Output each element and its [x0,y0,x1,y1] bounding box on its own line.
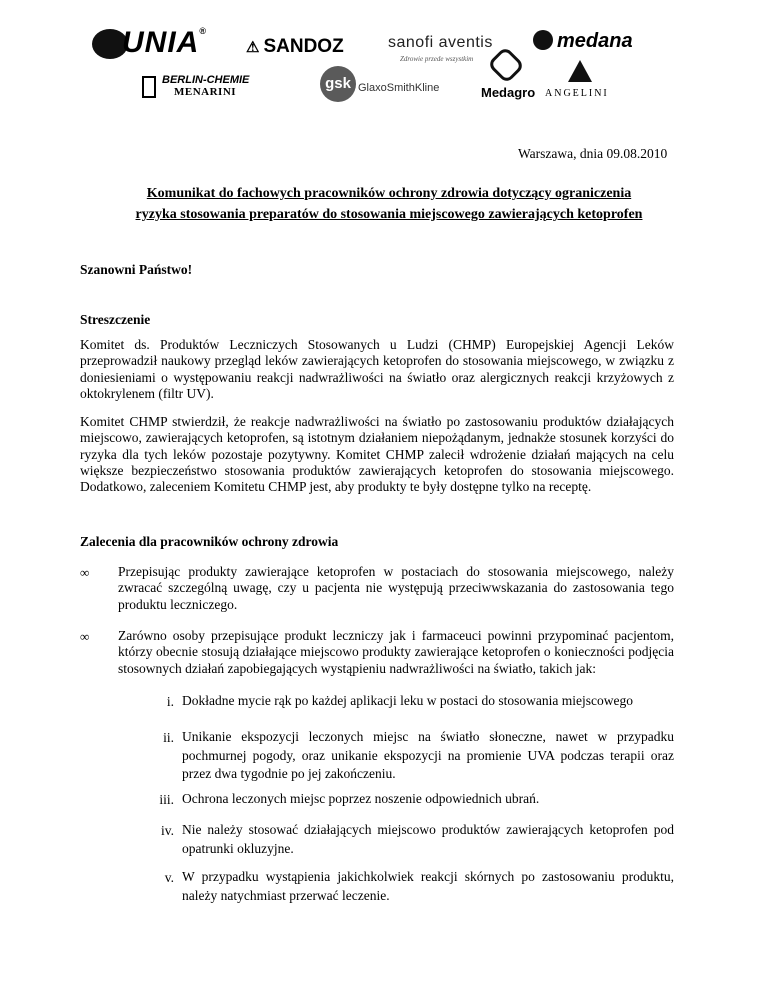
angelini-mark-icon [568,60,592,82]
title-line-1: Komunikat do fachowych pracowników ochrony zdrowia dotyczący ograniczenia [146,186,632,201]
list-item: Nie należy stosować działających miejscowo produktów zawierających ketoprofen pod opatrunki okluzyjne. [182,822,674,856]
berlin-chemie-logo [162,74,249,98]
bullet-paragraph-2: Zarówno osoby przepisujące produkt leczniczy jak i farmaceuci powinni przypominać pacjentom, którzy obecnie stosują działające miejscowo produkty zawierające ketoprofen o konieczności podjęcia stosownych działań zapobiegających wystąpieniu nadwrażliwości na światło, takich jak: [118,628,674,676]
recommendations-heading: Zalecenia dla pracowników ochrony zdrowia [80,534,339,549]
document-date: Warszawa, dnia 09.08.2010 [518,146,668,161]
title-line-2: ryzyka stosowania preparatów do stosowania miejscowego zawierających ketoprofen [135,207,643,222]
document-title [60,183,718,225]
summary-heading: Streszczenie [80,312,151,327]
list-item-number: ii. [163,730,174,745]
medana-logo [533,30,633,53]
greeting: Szanowni Państwo! [80,262,193,277]
medana-mark-icon [533,30,553,50]
list-item-number: i. [166,694,174,709]
list-item-number: v. [164,870,174,885]
list-item-number: iv. [161,823,174,838]
unia-logo: UNIA® [92,26,207,60]
list-item: W przypadku wystąpienia jakichkolwiek reakcji skórnych po zastosowaniu produktu, należy natychmiast przerwać leczenie. [182,869,674,903]
list-item: Dokładne mycie rąk po każdej aplikacji leku w postaci do stosowania miejscowego [182,693,633,708]
menarini-text: MENARINI [174,86,237,98]
bullet-icon: ∞ [80,565,90,580]
medagro-logo: Medagro [481,85,536,100]
bullet-paragraph-1: Przepisując produkty zawierające ketoprofen w postaciach do stosowania miejscowego, należy zwracać szczególną uwagę, czy u pacjenta nie występują przeciwwskazania do zastosowania tego produktu leczniczego. [118,564,674,612]
sanofi-tagline: Zdrowie przede wszystkim [400,55,474,63]
sandoz-mark-icon: ⚠ [246,39,260,56]
list-item: Ochrona leczonych miejsc poprzez noszenie odpowiednich ubrań. [182,791,540,806]
gsk-logo-icon: gsk [320,66,356,102]
sanofi-logo: sanofi aventis [388,34,493,51]
summary-paragraph-1: Komitet ds. Produktów Leczniczych Stosowanych u Ludzi (CHMP) Europejskiej Agencji Leków przeprowadził naukowy przegląd leków zawierających ketoprofen do stosowania miejscowego, w związku z doniesieniami o występowaniu reakcji nadwrażliwości na światło oraz alergicznych reakcji krzyżowych z oktokrylenem (filtr UV). [80,337,674,401]
sandoz-logo-text: SANDOZ [263,36,344,57]
berlin-chemie-text: BERLIN-CHEMIE [162,74,250,86]
bullet-icon: ∞ [80,629,90,644]
gsk-logo-text: GlaxoSmithKline [358,82,440,94]
medana-logo-text: medana [557,30,633,52]
list-item-number: iii. [159,792,174,807]
sandoz-logo [246,36,344,58]
summary-paragraph-2: Komitet CHMP stwierdził, że reakcje nadwrażliwości na światło po zastosowaniu produktów działających miejscowo, zawierających ketoprofen, są istotnym działaniem niepożądanym, jednakże stosunek korzyści do ryzyka dla tych leków pozostaje pozytywny. Komitet CHMP zalecił wdrożenie działań mających na celu większe bezpieczeństwo stosowania produktów zawierających ketoprofen do stosowania miejscowego. Dodatkowo, zaleceniem Komitetu CHMP jest, aby produkty te były dostępne tylko na receptę. [80,414,674,495]
list-item: Unikanie ekspozycji leczonych miejsc na światło słoneczne, nawet w przypadku pochmurnej pogody, oraz unikanie ekspozycji na promienie UVA podczas terapii oraz przez dwa tygodnie po jej zakończeniu. [182,729,674,781]
berlin-chemie-mark-icon [142,76,156,98]
angelini-logo: ANGELINI [545,88,609,99]
unia-logo-text: UNIA [122,26,200,59]
